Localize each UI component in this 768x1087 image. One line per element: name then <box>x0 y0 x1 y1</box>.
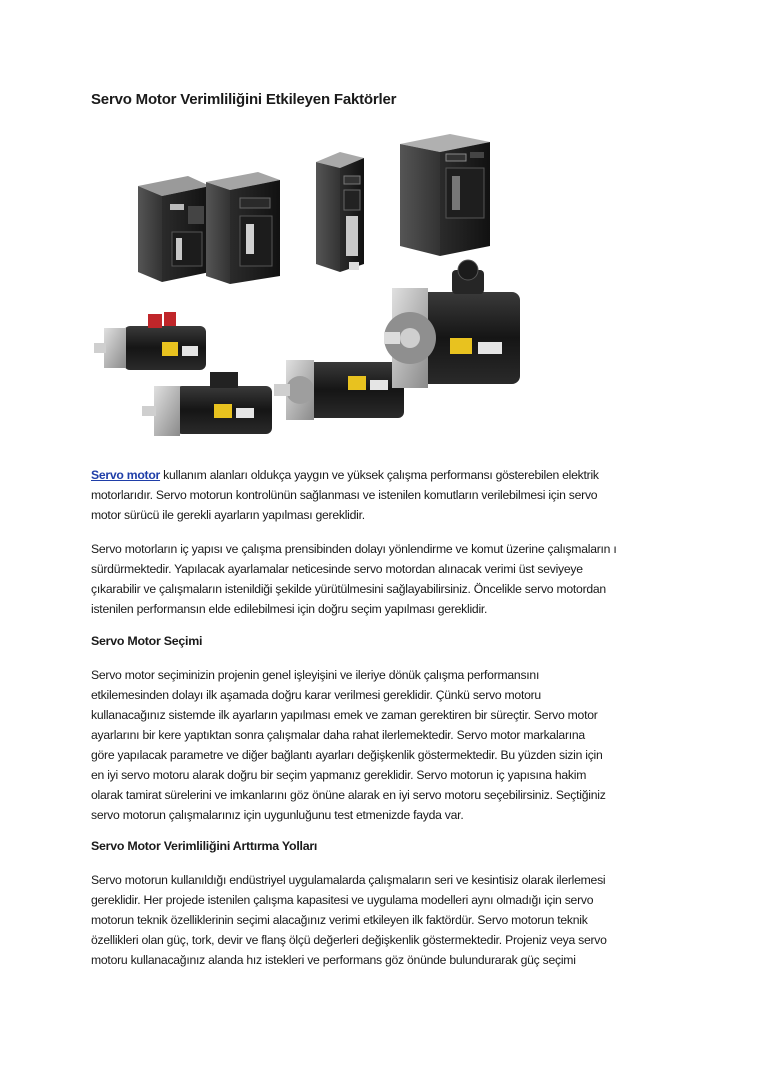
intro-paragraph <box>91 465 681 525</box>
servo-driver-3 <box>316 152 364 272</box>
s1-line-3: kullanacağınız sistemde ilk ayarların yapılması emek ve zaman gerektiren bir süreçtir. Servo motor <box>91 708 598 722</box>
intro-line-3: motor sürücü ile gerekli ayarların yapılması gereklidir. <box>91 508 365 522</box>
para2-line-3: çıkarabilir ve çalışmaların istenildiği şekilde yürütülmesini sağlayabilirsiniz. Öncelikle servo motordan <box>91 582 606 596</box>
servo-motor-medium-1 <box>142 372 272 436</box>
section2-paragraph <box>91 870 681 970</box>
s2-line-3: motorun teknik özelliklerinin seçimi alacağınız verimi etkileyen ilk faktördür. Servo motorun teknik <box>91 913 588 927</box>
intro-line-2: motorlarıdır. Servo motorun kontrolünün sağlanması ve istenilen komutların verilebilmesi için servo <box>91 488 598 502</box>
paragraph-2 <box>91 539 681 619</box>
servo-driver-2 <box>206 172 280 284</box>
s1-line-2: etkilemesinden dolayı ilk aşamada doğru karar verilmesi gereklidir. Çünkü servo motoru <box>91 688 541 702</box>
servo-motor-small-red <box>94 312 206 370</box>
s1-line-8: servo motorun çalışmalarınız için uygunluğunu test etmenizde fayda var. <box>91 808 464 822</box>
s1-line-6: en iyi servo motoru alarak doğru bir seçim yapmanız gereklidir. Servo motorun iç yapısına hakim <box>91 768 587 782</box>
servo-motor-medium-2 <box>274 360 404 420</box>
s2-line-5: motoru kullanacağınız alanda hız istekleri ve performans göz önünde bulundurarak güç seçimi <box>91 953 576 967</box>
s2-line-2: gereklidir. Her projede istenilen çalışma kapasitesi ve uygulama modelleri aynı olmadığı için servo <box>91 893 594 907</box>
para2-line-2: sürdürmektedir. Yapılacak ayarlamalar neticesinde servo motordan alınacak verimi üst seviyeye <box>91 562 583 576</box>
intro-line-1: Servo motor kullanım alanları oldukça yaygın ve yüksek çalışma performansı gösterebilen elektrik <box>91 468 599 482</box>
para2-line-1: Servo motorların iç yapısı ve çalışma prensibinden dolayı yönlendirme ve komut üzerine çalışmaların ı <box>91 542 617 556</box>
s1-line-1: Servo motor seçiminizin projenin genel işleyişini ve ileriye dönük çalışma performansını <box>91 668 540 682</box>
s2-line-1: Servo motorun kullanıldığı endüstriyel uygulamalarda çalışmaların seri ve kesintisiz olarak ilerlemesi <box>91 873 606 887</box>
s1-line-7: olarak tamirat sürelerini ve imkanlarını göz önüne alarak en iyi servo motoru seçebilirsiniz. Seçtiğiniz <box>91 788 606 802</box>
section-heading-efficiency: Servo Motor Verimliliğini Arttırma Yolları <box>91 839 318 853</box>
servo-motor-link[interactable]: Servo motor <box>91 468 161 482</box>
section1-paragraph <box>91 665 681 825</box>
para2-line-4: istenilen performansın elde edilebilmesi için doğru seçim yapılması gereklidir. <box>91 602 488 616</box>
servo-products-image <box>90 132 530 444</box>
s1-line-4: ayarlarını bir kere yaptıktan sonra çalışmalar daha rahat ilerlemektedir. Servo motor markalarına <box>91 728 585 742</box>
s2-line-4: özellikleri olan güç, tork, devir ve flanş ölçü değerleri değişkenlik göstermektedir. Projeniz veya servo <box>91 933 607 947</box>
servo-driver-4 <box>400 134 490 256</box>
section-heading-selection: Servo Motor Seçimi <box>91 634 203 648</box>
servo-motor-large <box>384 260 520 388</box>
servo-driver-1 <box>138 176 210 282</box>
document-title: Servo Motor Verimliliğini Etkileyen Faktörler <box>91 91 397 108</box>
s1-line-5: göre yapılacak parametre ve diğer bağlantı ayarları değişkenlik göstermektedir. Bu yüzden sizin için <box>91 748 603 762</box>
